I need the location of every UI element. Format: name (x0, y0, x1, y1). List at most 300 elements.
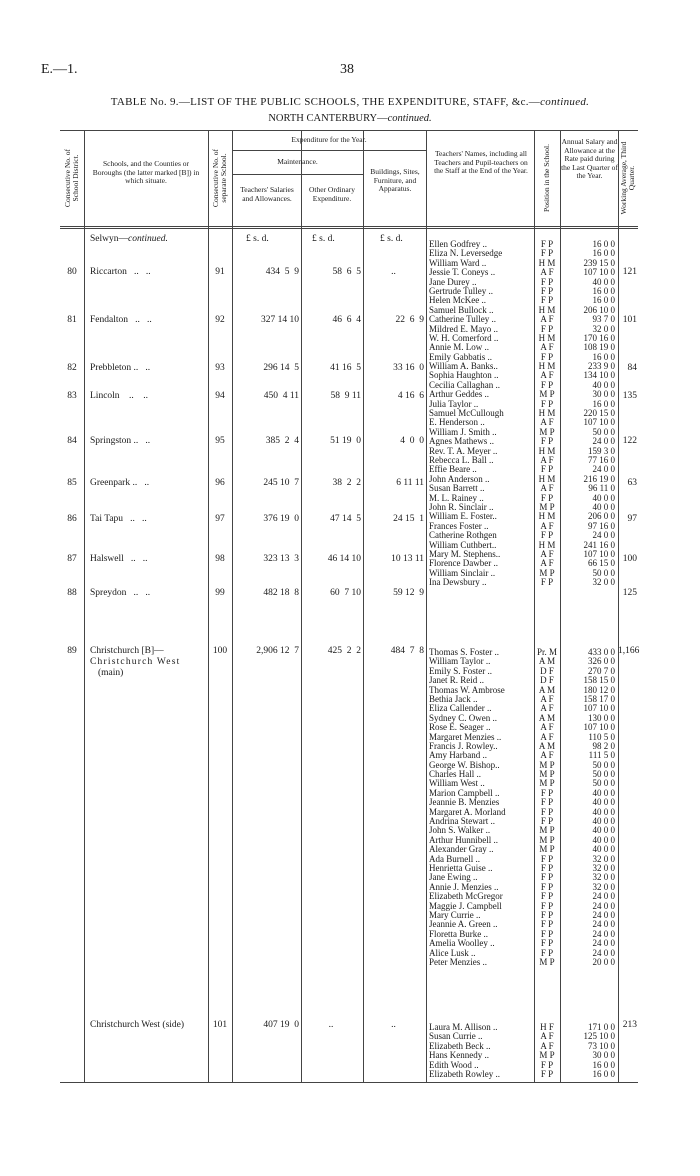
teacher-name: Jeannie B. Menzies (429, 797, 500, 808)
teacher-name: Laura M. Allison .. (429, 1023, 498, 1032)
salaries-expenditure: 327 14 10 (261, 315, 299, 325)
teacher-position: F P (540, 379, 554, 390)
teacher-name: Charles Hall .. (429, 769, 481, 780)
teacher-position: H M (538, 361, 556, 372)
working-average: 101 (622, 315, 637, 325)
teacher-salary: 93 7 0 (592, 314, 615, 325)
working-average: 84 (627, 363, 637, 373)
buildings-expenditure: 4 16 6 (397, 391, 424, 401)
separate-school-number: 101 (212, 1020, 228, 1030)
teacher-position: F P (540, 1059, 554, 1070)
district-number: 89 (67, 646, 77, 656)
buildings-expenditure: .. (391, 267, 396, 277)
positions-list-b (534, 648, 560, 967)
teacher-salary: 241 16 0 (583, 539, 615, 550)
teacher-salary: 50 0 0 (592, 426, 615, 437)
teacher-salary: 24 0 0 (592, 530, 615, 541)
teacher-position: F P (540, 295, 554, 306)
teacher-name: William J. Smith .. (429, 426, 497, 437)
teacher-position: A F (540, 750, 554, 761)
teacher-salary: 66 15 0 (588, 558, 615, 569)
teachers-list-c (429, 1023, 534, 1079)
col-header-teachers: Teachers' Names, including all Teachers and Pupil-teachers on the Staff at the End of the Year. (434, 149, 528, 175)
teacher-name: Gertrude Tulley .. (429, 285, 493, 296)
teacher-salary: 16 0 0 (592, 239, 615, 249)
teacher-salary: 159 3 0 (588, 445, 615, 456)
teacher-salary: 40 0 0 (592, 379, 615, 390)
teacher-name: Elizabeth McGregor (429, 891, 503, 902)
buildings-expenditure: 24 15 1 (393, 514, 424, 524)
salaries-list-a (560, 240, 618, 587)
teacher-position: A F (540, 370, 554, 381)
teacher-name: Rose E. Seager .. (429, 722, 491, 733)
salaries-expenditure: 434 5 9 (265, 267, 299, 277)
buildings-expenditure: 4 0 0 (400, 436, 424, 446)
separate-school-number: 100 (212, 646, 228, 656)
teacher-position: A M (538, 712, 556, 723)
col-header-other: Other Ordinary Expenditure. (308, 185, 356, 203)
salaries-expenditure: 323 13 3 (263, 554, 299, 564)
teacher-name: Arthur Hunnibell .. (429, 834, 498, 845)
table-subcaption: NORTH CANTERBURY—continued. (268, 113, 432, 124)
teacher-salary: 206 0 0 (588, 511, 615, 522)
teacher-name: John R. Sinclair .. (429, 501, 494, 512)
teacher-salary: 107 10 0 (583, 267, 615, 278)
teacher-salary: 98 2 0 (592, 740, 615, 751)
salaries-expenditure: 2,906 12 7 (256, 646, 299, 656)
teacher-position: M P (539, 834, 555, 845)
teacher-name: Ada Burnell .. (429, 853, 480, 864)
teacher-salary: 40 0 0 (592, 787, 615, 798)
teacher-name: Mary M. Stephens.. (429, 548, 501, 559)
separate-school-number: 92 (215, 315, 225, 325)
teacher-position: A F (540, 342, 554, 353)
teacher-position: A M (538, 740, 556, 751)
teacher-position: F P (540, 436, 554, 447)
salaries-list-b (560, 648, 618, 967)
teacher-position: H M (538, 539, 556, 550)
separate-school-number: 91 (215, 267, 225, 277)
teacher-name: William A. Banks.. (429, 361, 498, 372)
other-expenditure: 46 6 4 (332, 315, 361, 325)
teacher-name: E. Henderson .. (429, 417, 485, 428)
salaries-list-c (560, 1023, 618, 1079)
col-header-schools: Schools, and the Counties or Boroughs (the latter marked [B]) in which situate. (92, 159, 200, 185)
teacher-name: Eliza N. Leversedge (429, 248, 503, 259)
teacher-position: F P (540, 492, 554, 503)
teacher-name: Hans Kennedy .. (429, 1050, 489, 1061)
teacher-name: Henrietta Guise .. (429, 862, 493, 873)
teacher-salary: 16 0 0 (592, 295, 615, 306)
teacher-salary: 40 0 0 (592, 797, 615, 808)
school-name: Springston .. .. (90, 436, 151, 446)
teacher-name: Jane Ewing .. (429, 872, 478, 883)
teacher-name: W. H. Comerford .. (429, 332, 499, 343)
teacher-position: F P (540, 248, 554, 259)
teacher-salary: 134 10 0 (583, 370, 615, 381)
other-expenditure: 41 16 5 (330, 363, 361, 373)
district-number: 86 (67, 514, 77, 524)
teacher-position: H F (540, 1022, 554, 1032)
teacher-name: Samuel McCullough (429, 408, 504, 419)
teacher-position: F P (540, 276, 554, 287)
teacher-salary: 107 10 0 (583, 703, 615, 714)
teacher-salary: 24 0 0 (592, 919, 615, 930)
teacher-name: Susan Barrett .. (429, 483, 485, 494)
teacher-name: John Anderson .. (429, 473, 490, 484)
teacher-position: F P (540, 323, 554, 334)
teacher-position: M P (539, 389, 555, 400)
teacher-name: Bethia Jack .. (429, 693, 478, 704)
teacher-name: William Sinclair .. (429, 567, 496, 578)
teacher-salary: 326 0 0 (588, 656, 615, 667)
teacher-position: F P (540, 919, 554, 930)
teacher-salary: 97 16 0 (588, 520, 615, 531)
teacher-name: Emily Gabbatis .. (429, 351, 492, 362)
teacher-name: William Taylor .. (429, 656, 491, 667)
salaries-expenditure: 376 19 0 (263, 514, 299, 524)
teacher-position: M P (539, 501, 555, 512)
teacher-name: Marion Campbell .. (429, 787, 500, 798)
col-header-district-no: Consecutive No. of School District. (63, 148, 80, 208)
teacher-name: Emily S. Foster .. (429, 665, 493, 676)
teacher-position: A F (540, 520, 554, 531)
teacher-name: Mary Currie .. (429, 909, 481, 920)
district-number: 83 (67, 391, 77, 401)
teacher-name: Andrina Stewart .. (429, 816, 495, 827)
teacher-position: F P (540, 947, 554, 958)
teacher-position: F P (540, 900, 554, 911)
teacher-name: M. L. Rainey .. (429, 492, 484, 503)
buildings-expenditure: 59 12 9 (393, 588, 424, 598)
teacher-name: Margaret A. Morland (429, 806, 506, 817)
teacher-salary: 50 0 0 (592, 759, 615, 770)
teacher-name: Agnes Mathews .. (429, 436, 494, 447)
separate-school-number: 93 (215, 363, 225, 373)
teacher-name: Catherine Tulley .. (429, 314, 496, 325)
working-average: 1,166 (618, 646, 640, 656)
teacher-salary: 24 0 0 (592, 464, 615, 475)
separate-school-number: 96 (215, 478, 225, 488)
teacher-position: M P (539, 759, 555, 770)
separate-school-number: 95 (215, 436, 225, 446)
teacher-position: F P (540, 872, 554, 883)
teacher-salary: 24 0 0 (592, 938, 615, 949)
teacher-salary: 170 16 0 (583, 332, 615, 343)
lsd-teach: £ s. d. (246, 234, 269, 244)
teacher-name: Catherine Rothgen (429, 530, 497, 541)
teacher-position: F P (540, 853, 554, 864)
teacher-position: F P (540, 351, 554, 362)
teacher-salary: 111 5 0 (588, 750, 615, 761)
teacher-position: D F (540, 665, 554, 676)
teacher-name: Jeannie A. Green .. (429, 919, 498, 930)
working-average: 121 (622, 267, 637, 277)
teacher-position: M P (539, 426, 555, 437)
teacher-position: F P (540, 862, 554, 873)
teacher-salary: 16 0 0 (592, 1068, 615, 1079)
teacher-position: A M (538, 684, 556, 695)
teacher-name: Annie M. Low .. (429, 342, 489, 353)
teacher-salary: 107 10 0 (583, 548, 615, 559)
teacher-position: A F (540, 722, 554, 733)
teacher-salary: 16 0 0 (592, 351, 615, 362)
buildings-expenditure: .. (391, 1020, 396, 1030)
teacher-salary: 16 0 0 (592, 398, 615, 409)
col-header-position: Position in the School. (542, 144, 551, 212)
teacher-position: F P (540, 816, 554, 827)
teacher-name: Cecilia Callaghan .. (429, 379, 500, 390)
school-name-line3: (main) (98, 668, 124, 678)
teacher-name: Rebecca L. Ball .. (429, 454, 494, 465)
teacher-salary: 24 0 0 (592, 891, 615, 902)
teacher-salary: 125 10 0 (583, 1031, 615, 1042)
other-expenditure: 58 6 5 (332, 267, 361, 277)
teacher-position: H M (538, 257, 556, 268)
teacher-name: Thomas W. Ambrose (429, 684, 505, 695)
teacher-name: Maggie J. Campbell (429, 900, 502, 911)
teacher-salary: 24 0 0 (592, 909, 615, 920)
teacher-salary: 30 0 0 (592, 1050, 615, 1061)
working-average: 122 (622, 436, 637, 446)
working-average: 125 (622, 588, 637, 598)
teacher-position: H M (538, 445, 556, 456)
teacher-name: Sophia Haughton .. (429, 370, 499, 381)
teacher-name: Julia Taylor .. (429, 398, 479, 409)
buildings-expenditure: 6 11 11 (396, 478, 424, 488)
teacher-salary: 107 10 0 (583, 722, 615, 733)
teacher-salary: 158 17 0 (583, 693, 615, 704)
teacher-position: M P (539, 956, 555, 967)
school-name: Tai Tapu .. .. (90, 514, 147, 524)
teacher-position: A F (540, 454, 554, 465)
teacher-name: William E. Foster.. (429, 511, 497, 522)
teacher-name: Susan Currie .. (429, 1031, 483, 1042)
col-header-salaries: Teachers' Salaries and Allowances. (240, 185, 294, 203)
teacher-salary: 20 0 0 (592, 956, 615, 967)
teacher-salary: 73 10 0 (588, 1040, 615, 1051)
school-name: Prebbleton .. .. (90, 363, 151, 373)
teacher-salary: 24 0 0 (592, 928, 615, 939)
teacher-name: Sydney C. Owen .. (429, 712, 497, 723)
teacher-position: F P (540, 1068, 554, 1079)
teacher-position: A F (540, 548, 554, 559)
teacher-position: F P (540, 797, 554, 808)
salaries-expenditure: 296 14 5 (263, 363, 299, 373)
teacher-salary: 24 0 0 (592, 947, 615, 958)
district-number: 87 (67, 554, 77, 564)
teacher-name: Arthur Geddes .. (429, 389, 489, 400)
buildings-expenditure: 484 7 8 (390, 646, 424, 656)
teacher-position: H M (538, 408, 556, 419)
other-expenditure: 46 14 10 (327, 554, 361, 564)
buildings-expenditure: 22 6 9 (395, 315, 424, 325)
teacher-position: M P (539, 825, 555, 836)
teacher-salary: 206 10 0 (583, 304, 615, 315)
teacher-position: M P (539, 778, 555, 789)
teacher-salary: 216 19 0 (583, 473, 615, 484)
teacher-salary: 96 11 0 (588, 483, 615, 494)
teacher-salary: 40 0 0 (592, 276, 615, 287)
teacher-position: F P (540, 398, 554, 409)
teacher-salary: 239 15 0 (583, 257, 615, 268)
teacher-position: H M (538, 511, 556, 522)
teacher-name: Alice Lusk .. (429, 947, 476, 958)
col-header-salary: Annual Salary and Allowance at the Rate paid during the Last Quarter of the Year. (561, 137, 618, 180)
teacher-salary: 16 0 0 (592, 1059, 615, 1070)
working-average: 63 (627, 478, 637, 488)
teacher-name: John S. Walker .. (429, 825, 491, 836)
other-expenditure: 58 9 11 (330, 391, 361, 401)
teacher-position: H M (538, 304, 556, 315)
col-header-school-no: Consecutive No. of separate School. (211, 148, 228, 208)
teacher-name: Mildred E. Mayo .. (429, 323, 498, 334)
teacher-salary: 32 0 0 (592, 323, 615, 334)
teacher-name: Samuel Bullock .. (429, 304, 494, 315)
teacher-name: Rev. T. A. Meyer .. (429, 445, 498, 456)
separate-school-number: 99 (215, 588, 225, 598)
teacher-salary: 40 0 0 (592, 492, 615, 503)
other-expenditure: .. (328, 1020, 334, 1030)
teacher-position: F P (540, 577, 554, 588)
teacher-position: M P (539, 769, 555, 780)
teacher-salary: 40 0 0 (592, 816, 615, 827)
teacher-salary: 16 0 0 (592, 285, 615, 296)
teacher-salary: 50 0 0 (592, 778, 615, 789)
teacher-position: A M (538, 656, 556, 667)
teacher-position: F P (540, 530, 554, 541)
working-average: 135 (622, 391, 637, 401)
section-label: Selwyn—continued. (90, 234, 168, 244)
working-average: 97 (627, 514, 637, 524)
teacher-name: Edith Wood .. (429, 1059, 479, 1070)
teacher-position: A F (540, 483, 554, 494)
teacher-position: F P (540, 285, 554, 296)
teacher-position: M P (539, 844, 555, 855)
teacher-salary: 171 0 0 (588, 1022, 615, 1032)
teacher-name: Elizabeth Beck .. (429, 1040, 491, 1051)
teacher-salary: 130 0 0 (588, 712, 615, 723)
school-name-line2: Christchurch West (90, 657, 181, 667)
teacher-position: A F (540, 1040, 554, 1051)
teacher-salary: 40 0 0 (592, 806, 615, 817)
schools-table (60, 130, 638, 1082)
teacher-name: George W. Bishop.. (429, 759, 500, 770)
teacher-position: M P (539, 1050, 555, 1061)
teacher-name: William West .. (429, 778, 485, 789)
teacher-name: Ellen Godfrey .. (429, 240, 487, 249)
teacher-name: Thomas S. Foster .. (429, 648, 500, 657)
teacher-position: F P (540, 881, 554, 892)
col-header-average: Working Average, Third Quarter. (619, 141, 636, 215)
teacher-name: Elizabeth Rowley .. (429, 1068, 500, 1079)
teacher-salary: 30 0 0 (592, 389, 615, 400)
working-average: 213 (622, 1020, 637, 1030)
school-name: Christchurch [B]— (90, 646, 164, 656)
salaries-expenditure: 385 2 4 (265, 436, 299, 446)
district-number: 88 (67, 588, 77, 598)
teacher-salary: 16 0 0 (592, 248, 615, 259)
teacher-salary: 77 16 0 (588, 454, 615, 465)
teacher-position: A F (540, 703, 554, 714)
teacher-position: F P (540, 928, 554, 939)
teacher-name: William Ward .. (429, 257, 487, 268)
teacher-salary: 50 0 0 (592, 769, 615, 780)
school-name: Greenpark .. .. (90, 478, 150, 488)
teacher-position: F P (540, 909, 554, 920)
teacher-salary: 180 12 0 (583, 684, 615, 695)
teacher-position: Pr. M (536, 647, 557, 657)
buildings-expenditure: 10 13 11 (391, 554, 424, 564)
salaries-expenditure: 407 19 0 (263, 1020, 299, 1030)
teacher-salary: 108 19 0 (583, 342, 615, 353)
salaries-expenditure: 482 18 8 (263, 588, 299, 598)
page-header-ref: E.—1. (41, 62, 78, 77)
teacher-name: Frances Foster .. (429, 520, 489, 531)
teacher-name: Jane Durey .. (429, 276, 477, 287)
teacher-position: F P (540, 938, 554, 949)
teacher-position: H M (538, 332, 556, 343)
district-number: 81 (67, 315, 77, 325)
col-header-expenditure: Expenditure for the Year. (291, 135, 367, 144)
school-name: Riccarton .. .. (90, 267, 151, 277)
teachers-list-a (429, 240, 534, 587)
salaries-expenditure: 245 10 7 (263, 478, 299, 488)
teacher-name: Annie J. Menzies .. (429, 881, 499, 892)
salaries-expenditure: 450 4 11 (263, 391, 299, 401)
separate-school-number: 97 (215, 514, 225, 524)
teacher-salary: 107 10 0 (583, 417, 615, 428)
district-number: 82 (67, 363, 77, 373)
teacher-name: Ina Dewsbury .. (429, 577, 487, 588)
school-name: Christchurch West (side) (90, 1020, 185, 1030)
working-average: 100 (622, 554, 637, 564)
teacher-salary: 40 0 0 (592, 501, 615, 512)
col-header-buildings: Buildings, Sites, Furniture, and Apparatus. (370, 167, 420, 193)
other-expenditure: 38 2 2 (332, 478, 361, 488)
positions-list-a (534, 240, 560, 587)
teacher-position: F P (540, 806, 554, 817)
teacher-position: A F (540, 693, 554, 704)
school-name: Lincoln .. .. (90, 391, 149, 401)
teacher-salary: 32 0 0 (592, 862, 615, 873)
teacher-salary: 233 9 0 (588, 361, 615, 372)
teacher-salary: 24 0 0 (592, 436, 615, 447)
teacher-salary: 24 0 0 (592, 900, 615, 911)
school-name: Spreydon .. .. (90, 588, 151, 598)
page-number: 38 (340, 62, 354, 77)
teacher-name: Helen McKee .. (429, 295, 486, 306)
teacher-salary: 32 0 0 (592, 872, 615, 883)
teacher-salary: 32 0 0 (592, 853, 615, 864)
teacher-name: Amelia Woolley .. (429, 938, 495, 949)
teacher-name: Janet R. Reid .. (429, 675, 484, 686)
teacher-position: A F (540, 558, 554, 569)
school-name: Halswell .. .. (90, 554, 148, 564)
teacher-salary: 32 0 0 (592, 881, 615, 892)
teacher-name: Francis J. Rowley.. (429, 740, 498, 751)
teacher-salary: 220 15 0 (583, 408, 615, 419)
positions-list-c (534, 1023, 560, 1079)
teacher-position: A F (540, 417, 554, 428)
table-caption: TABLE No. 9.—LIST OF THE PUBLIC SCHOOLS, THE EXPENDITURE, STAFF, &c.—continued. (110, 96, 590, 108)
teacher-position: F P (540, 891, 554, 902)
teacher-salary: 270 7 0 (588, 665, 615, 676)
other-expenditure: 47 14 5 (330, 514, 361, 524)
teacher-name: Florence Dawber .. (429, 558, 498, 569)
other-expenditure: 51 19 0 (330, 436, 361, 446)
teacher-salary: 40 0 0 (592, 844, 615, 855)
